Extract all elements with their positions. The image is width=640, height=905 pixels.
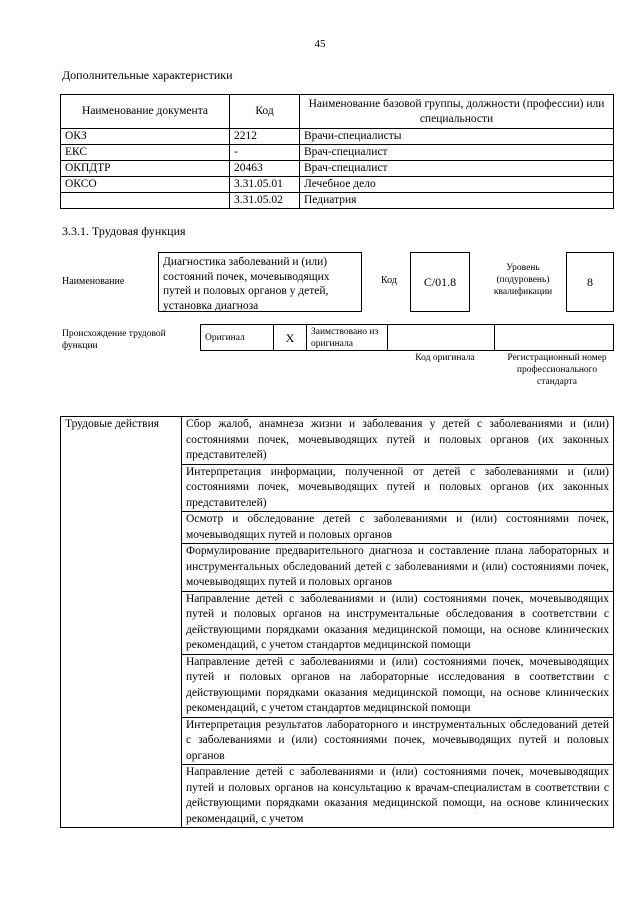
reg-number-cell [495, 325, 614, 351]
original-code-label: Код оригинала [415, 353, 475, 363]
borrowed-label: Заимствовано из оригинала [307, 325, 388, 351]
row-doc: ОКПДТР [61, 161, 230, 177]
page-number: 45 [314, 38, 326, 50]
labor-action-item: Осмотр и обследование детей с заболеваниями и (или) состояниями почек, мочевыводящих путей и половых органов [182, 512, 614, 544]
row-name: Врач-специалист [300, 145, 614, 161]
characteristics-table [60, 94, 614, 209]
row-doc: ОКСО [61, 177, 230, 193]
row-code: - [230, 145, 300, 161]
origin-table [200, 324, 614, 351]
row-code: 20463 [230, 161, 300, 177]
row-code: 2212 [230, 129, 300, 145]
labor-action-item: Направление детей с заболеваниями и (или) состояниями почек, мочевыводящих путей и половых органов на консультацию к врачам-специалистам в соответствии с действующими порядками оказания медицинской помощи, на основе клинических рекомендаций, с учетом [182, 765, 614, 828]
row-name: Врач-специалист [300, 161, 614, 177]
table-row [61, 161, 614, 177]
table-row [61, 145, 614, 161]
row-code: 3.31.05.02 [230, 193, 300, 209]
labor-action-item: Сбор жалоб, анамнеза жизни и заболевания у детей с заболеваниями и (или) состояниями почек, мочевыводящих путей и половых органов (их законных представителей) [182, 417, 614, 465]
labor-action-item: Направление детей с заболеваниями и (или) состояниями почек, мочевыводящих путей и половых органов на лабораторные исследования в соответствии с действующими порядками оказания медицинской помощи, на основе клинических рекомендаций, с учетом стандартов медицинской помощи [182, 654, 614, 717]
original-code-cell [388, 325, 495, 351]
origin-label: Происхождение трудовой функции [62, 329, 166, 351]
function-name-value: Диагностика заболеваний и (или) состояний почек, мочевыводящих путей и половых органов у детей, установка диагноза [158, 252, 362, 312]
labor-action-item: Формулирование предварительного диагноза и составление плана лабораторных и инструментальных обследований детей с заболеваниями и (или) состояниями почек, мочевыводящих путей и половых органов [182, 544, 614, 592]
labor-function-title: 3.3.1. Трудовая функция [62, 224, 186, 238]
name-label: Наименование [62, 276, 125, 287]
row-doc [61, 193, 230, 209]
row-name: Педиатрия [300, 193, 614, 209]
original-mark: X [274, 325, 307, 351]
code-label: Код [381, 275, 397, 286]
labor-actions-label: Трудовые действия [61, 417, 182, 828]
reg-number-label: Регистрационный номер профессионального стандарта [507, 353, 607, 387]
header-group-name: Наименование базовой группы, должности (профессии) или специальности [300, 95, 614, 129]
labor-action-item: Направление детей с заболеваниями и (или) состояниями почек, мочевыводящих путей и половых органов на инструментальные обследования в соответствии с действующими порядками оказания медицинской помощи, на основе клинических рекомендаций, с учетом стандартов медицинской помощи [182, 591, 614, 654]
table-row [61, 193, 614, 209]
table-header-row [61, 95, 614, 129]
header-code: Код [230, 95, 300, 129]
row-name: Врачи-специалисты [300, 129, 614, 145]
labor-action-item: Интерпретация информации, полученной от детей с заболеваниями и (или) состояниями почек, мочевыводящих путей и половых органов (их законных представителей) [182, 464, 614, 512]
function-code-value: C/01.8 [410, 252, 470, 312]
section-heading: Дополнительные характеристики [62, 68, 233, 82]
header-document-name: Наименование документа [61, 95, 230, 129]
table-row [61, 177, 614, 193]
table-row [61, 129, 614, 145]
table-row [61, 417, 614, 465]
labor-action-item: Интерпретация результатов лабораторного и инструментальных обследований детей с заболеваниями и (или) состояниями почек, мочевыводящих путей и половых органов [182, 717, 614, 765]
row-code: 3.31.05.01 [230, 177, 300, 193]
qualification-level-label: Уровень (подуровень) квалификации [493, 263, 553, 297]
labor-actions-table [60, 416, 614, 828]
qualification-level-value: 8 [566, 252, 614, 312]
row-doc: ЕКС [61, 145, 230, 161]
original-label: Оригинал [201, 325, 274, 351]
row-doc: ОКЗ [61, 129, 230, 145]
row-name: Лечебное дело [300, 177, 614, 193]
